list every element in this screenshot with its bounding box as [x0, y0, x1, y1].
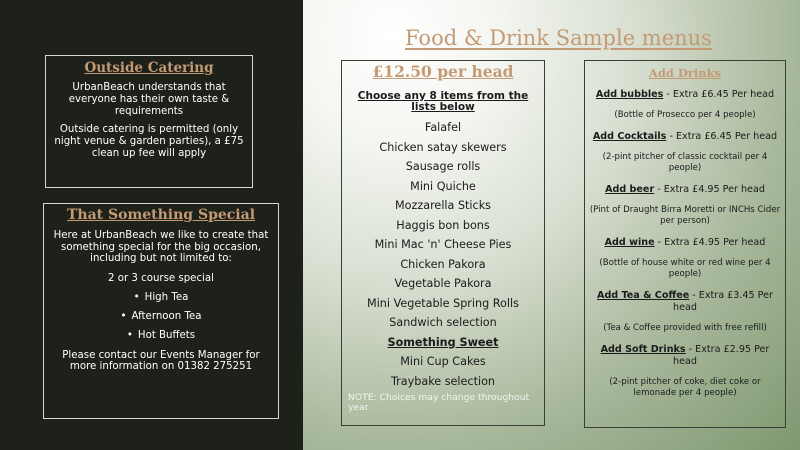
drink-price: - Extra £3.45 Per head	[673, 290, 773, 313]
something-special-heading: That Something Special	[66, 207, 256, 223]
drink-description: (2-pint pitcher of coke, diet coke or lemonade per 4 people)	[609, 377, 761, 398]
price-heading: £12.50 per head	[372, 62, 514, 81]
drink-description: (Bottle of house white or red wine per 4 people)	[599, 258, 771, 279]
list-item: Sausage rolls	[405, 160, 481, 173]
list-item	[52, 292, 270, 303]
bullet-icon: •	[133, 291, 140, 303]
drink-price: - Extra £6.45 Per head	[666, 131, 778, 142]
outside-catering-box	[45, 55, 253, 188]
list-item: Sandwich selection	[389, 316, 497, 329]
drink-option	[585, 344, 785, 399]
list-item: Falafel	[424, 121, 462, 134]
list-item: Chicken satay skewers	[379, 140, 507, 154]
course-special-text: 2 or 3 course special	[108, 272, 214, 284]
page-title: Food & Drink Sample menus	[405, 26, 712, 50]
menu-instruction: Choose any 8 items from the lists below	[357, 90, 529, 113]
list-item-label: High Tea	[144, 291, 189, 303]
drink-description: (Tea & Coffee provided with free refill)	[603, 323, 767, 333]
list-item: Mini Vegetable Spring Rolls	[367, 296, 519, 310]
drink-name: Add Cocktails	[592, 131, 667, 142]
drink-description: (Bottle of Prosecco per 4 people)	[614, 110, 756, 120]
drinks-heading: Add Drinks	[648, 66, 722, 80]
food-items-list	[342, 118, 544, 391]
list-item	[52, 311, 270, 322]
list-item: Mini Quiche	[410, 179, 476, 193]
drink-option	[585, 131, 785, 174]
something-special-intro: Here at UrbanBeach we like to create that something special for the big occasion, including but not limited to:	[53, 230, 269, 264]
bullet-icon: •	[120, 310, 127, 322]
list-item: Traybake selection	[390, 374, 496, 388]
drink-name: Add Soft Drinks	[600, 344, 686, 355]
drink-option	[585, 237, 785, 280]
outside-catering-text-1: UrbanBeach understands that everyone has their own taste & requirements	[68, 82, 230, 117]
list-item-label: Afternoon Tea	[131, 310, 202, 322]
drink-name: Add beer	[605, 184, 655, 195]
list-item-label: Hot Buffets	[137, 329, 196, 341]
outside-catering-text-2: Outside catering is permitted (only night venue & garden parties), a £75 clean up fee will apply	[54, 124, 244, 159]
list-item: Haggis bon bons	[396, 218, 490, 232]
something-special-box	[43, 203, 279, 419]
sweet-section-heading: Something Sweet	[387, 335, 499, 349]
drink-option	[585, 89, 785, 121]
drink-name: Add wine	[604, 237, 655, 248]
drink-price: - Extra £4.95 Per head	[654, 184, 765, 195]
list-item: Chicken Pakora	[400, 257, 486, 271]
drink-description: (2-pint pitcher of classic cocktail per 4 people)	[602, 152, 768, 173]
drink-price: - Extra £6.45 Per head	[663, 89, 775, 100]
list-item: Mini Cup Cakes	[400, 355, 486, 368]
drink-option	[585, 184, 785, 227]
list-item: Vegetable Pakora	[394, 277, 492, 290]
drink-price: - Extra £2.95 Per head	[673, 344, 770, 367]
bullet-icon: •	[126, 329, 133, 341]
drinks-box	[584, 60, 786, 428]
list-item: Mini Mac 'n' Cheese Pies	[374, 238, 512, 251]
drink-name: Add bubbles	[595, 89, 664, 100]
food-menu-box	[341, 60, 545, 426]
list-item: Mozzarella Sticks	[394, 199, 492, 212]
outside-catering-heading: Outside Catering	[84, 60, 214, 76]
menu-note: NOTE: Choices may change throughout year	[348, 392, 530, 413]
drink-option	[585, 290, 785, 334]
drink-description: (Pint of Draught Birra Moretti or INCHs Cider per person)	[589, 205, 781, 226]
list-item	[52, 330, 270, 341]
contact-text: Please contact our Events Manager for more information on 01382 275251	[62, 349, 260, 372]
drink-name: Add Tea & Coffee	[597, 290, 690, 301]
drink-price: - Extra £4.95 Per head	[654, 237, 766, 248]
